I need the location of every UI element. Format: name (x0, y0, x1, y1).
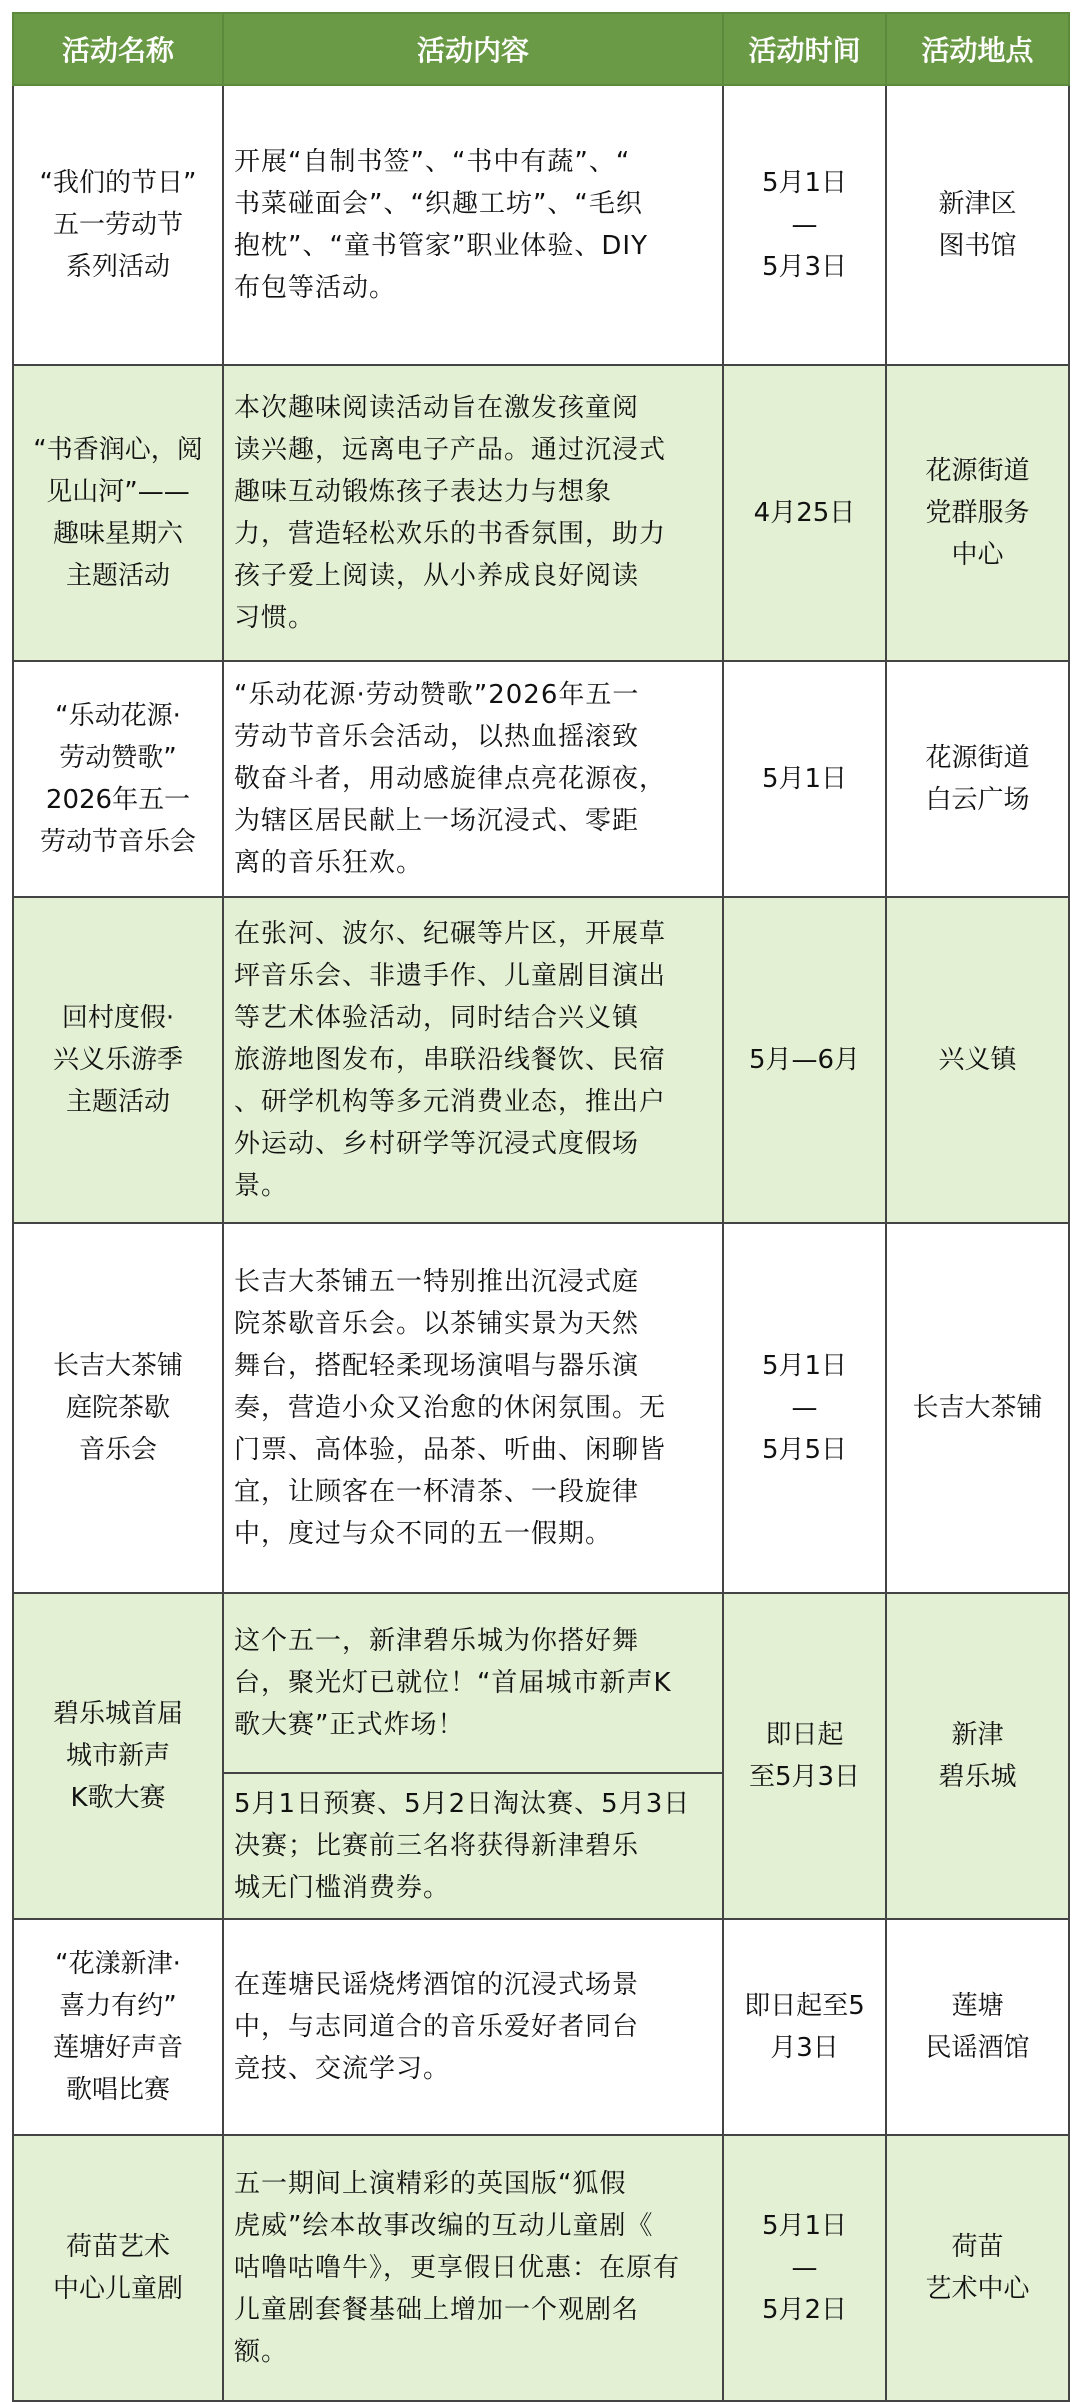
activity-content-line: 歌大赛”正式炸场！ (234, 1710, 465, 1740)
activity-place-line: 荷苗 (951, 2232, 1004, 2262)
activity-time-line: — (791, 210, 818, 240)
activity-content-line: 孩子爱上阅读，从小养成良好阅读 (234, 561, 640, 591)
activity-name-line: 趣味星期六 (52, 519, 183, 549)
activity-place-line: 白云广场 (925, 785, 1030, 815)
activity-content-line: 决赛；比赛前三名将获得新津碧乐 (234, 1831, 640, 1861)
activity-content-cell (223, 1919, 723, 2135)
activity-content-line: 旅游地图发布，串联沿线餐饮、民宿 (234, 1045, 667, 1075)
activity-time-line: 即日起 (765, 1720, 844, 1750)
activity-name-line: “乐动花源· (55, 701, 181, 731)
table-row (13, 897, 1069, 1223)
activity-place-line: 新津区 (938, 189, 1017, 219)
activity-content-line: 、研学机构等多元消费业态，推出户 (234, 1087, 667, 1117)
activity-time-line: 即日起至5 (744, 1991, 865, 2021)
activity-place-cell (886, 365, 1069, 661)
activity-place-cell (886, 897, 1069, 1223)
activity-place-cell (886, 1919, 1069, 2135)
activity-content-line: 城无门槛消费券。 (234, 1873, 451, 1903)
activity-name-line: 系列活动 (65, 252, 170, 282)
activity-content-line: 五一期间上演精彩的英国版“狐假 (234, 2169, 627, 2199)
activity-name-line: 碧乐城首届 (52, 1699, 183, 1729)
activity-place-line: 党群服务 (925, 498, 1030, 528)
activity-time-cell (723, 1919, 886, 2135)
activity-place-line: 碧乐城 (938, 1762, 1017, 1792)
activity-time-line: 5月1日 (761, 1351, 848, 1381)
activity-content-line: 趣味互动锻炼孩子表达力与想象 (234, 477, 613, 507)
activity-name-line: 劳动赞歌” (59, 743, 177, 773)
activity-name-line: 五一劳动节 (52, 210, 183, 240)
table-row (13, 1919, 1069, 2135)
activity-content-line: 力，营造轻松欢乐的书香氛围，助力 (234, 519, 667, 549)
activity-name-line: 荷苗艺术 (65, 2232, 170, 2262)
activity-content-line: “乐动花源·劳动赞歌”2026年五一 (234, 680, 640, 710)
activity-content-line: 开展“自制书签”、“书中有蔬”、“ (234, 147, 631, 177)
activity-name-line: 兴义乐游季 (52, 1045, 183, 1075)
activity-content-cell (223, 1223, 723, 1593)
activity-time-line: 月3日 (770, 2033, 839, 2063)
activity-time-line: 5月2日 (761, 2295, 848, 2325)
activity-content-line: 额。 (234, 2337, 289, 2367)
activity-content-line: 劳动节音乐会活动，以热血摇滚致 (234, 722, 640, 752)
activity-content-line: 舞台，搭配轻柔现场演唱与器乐演 (234, 1351, 640, 1381)
activity-time-cell (723, 365, 886, 661)
activity-name-line: 中心儿童剧 (52, 2274, 183, 2304)
activity-time-line: 5月1日 (761, 764, 848, 794)
table-row (13, 2135, 1069, 2401)
activity-time-line: 5月1日 (761, 168, 848, 198)
activity-time-line: 5月—6月 (748, 1045, 861, 1075)
activity-name-cell (13, 1919, 223, 2135)
activity-content-line: 在张河、波尔、纪碾等片区，开展草 (234, 919, 667, 949)
activity-time-line: — (791, 2253, 818, 2283)
table-row (13, 365, 1069, 661)
activity-content-line: 5月1日预赛、5月2日淘汰赛、5月3日 (234, 1789, 691, 1819)
table-row (13, 1223, 1069, 1593)
activity-content-line: 布包等活动。 (234, 273, 397, 303)
activity-content-cell (223, 897, 723, 1223)
activity-place-line: 兴义镇 (938, 1045, 1017, 1075)
activity-place-cell (886, 85, 1069, 365)
activity-content-line: 这个五一，新津碧乐城为你搭好舞 (234, 1626, 640, 1656)
activity-name-line: 歌唱比赛 (65, 2075, 170, 2105)
activity-content-cell (223, 661, 723, 897)
header-activity-name: 活动名称 (13, 13, 223, 85)
activity-place-line: 莲塘 (951, 1991, 1004, 2021)
activity-name-line: 城市新声 (65, 1741, 170, 1771)
activity-place-line: 民谣酒馆 (925, 2033, 1030, 2063)
activity-name-line: 见山河”—— (46, 477, 190, 507)
activity-content-line: 书菜碰面会”、“织趣工坊”、“毛织 (234, 189, 643, 219)
activity-name-line: 音乐会 (78, 1435, 157, 1465)
activity-time-line: 5月3日 (761, 252, 848, 282)
activity-place-line: 长吉大茶铺 (912, 1393, 1043, 1423)
activity-place-cell (886, 2135, 1069, 2401)
activity-content-line: 中，与志同道合的音乐爱好者同台 (234, 2012, 640, 2042)
activity-name-line: K歌大赛 (70, 1783, 166, 1813)
activity-place-line: 花源街道 (925, 456, 1030, 486)
activity-content-line: 虎威”绘本故事改编的互动儿童剧《 (234, 2211, 654, 2241)
activity-name-line: “花漾新津· (55, 1949, 181, 1979)
activity-name-line: 劳动节音乐会 (39, 827, 196, 857)
activity-time-cell (723, 1593, 886, 1919)
table-row (13, 661, 1069, 897)
activity-content-line: 为辖区居民献上一场沉浸式、零距 (234, 806, 640, 836)
activity-content-line: 坪音乐会、非遗手作、儿童剧目演出 (234, 961, 667, 991)
activity-content-cell (223, 2135, 723, 2401)
activity-name-cell (13, 85, 223, 365)
activity-place-line: 艺术中心 (925, 2274, 1030, 2304)
activity-content-cell (223, 365, 723, 661)
header-activity-content: 活动内容 (223, 13, 723, 85)
activity-time-cell (723, 1223, 886, 1593)
activity-place-cell (886, 1223, 1069, 1593)
activity-place-cell (886, 661, 1069, 897)
activity-place-line: 中心 (951, 540, 1004, 570)
activity-time-line: — (791, 1393, 818, 1423)
activity-place-cell (886, 1593, 1069, 1919)
activity-name-cell (13, 661, 223, 897)
activity-name-line: “我们的节日” (39, 168, 197, 198)
activity-content-cell (223, 85, 723, 365)
activity-name-cell (13, 897, 223, 1223)
activity-content-line: 咕噜咕噜牛》，更享假日优惠：在原有 (234, 2253, 681, 2283)
activity-content-line: 宜，让顾客在一杯清茶、一段旋律 (234, 1477, 640, 1507)
activity-name-line: 喜力有约” (59, 1991, 177, 2021)
activity-content-line: 读兴趣，远离电子产品。通过沉浸式 (234, 435, 667, 465)
activity-name-line: 主题活动 (65, 1087, 170, 1117)
activity-content-cell (223, 1773, 723, 1919)
activity-name-line: “书香润心，阅 (33, 435, 203, 465)
activity-time-line: 5月1日 (761, 2211, 848, 2241)
activity-place-line: 图书馆 (938, 231, 1017, 261)
table-header-row (13, 13, 1069, 85)
activity-name-line: 长吉大茶铺 (52, 1351, 183, 1381)
activity-name-line: 回村度假· (61, 1003, 175, 1033)
activity-content-line: 门票、高体验，品茶、听曲、闲聊皆 (234, 1435, 667, 1465)
header-activity-time: 活动时间 (723, 13, 886, 85)
activity-time-cell (723, 2135, 886, 2401)
activity-name-cell (13, 365, 223, 661)
activity-content-line: 景。 (234, 1171, 289, 1201)
activity-place-line: 新津 (951, 1720, 1004, 1750)
activity-content-line: 抱枕”、“童书管家”职业体验、DIY (234, 231, 648, 261)
activity-name-line: 2026年五一 (45, 785, 191, 815)
activity-content-line: 外运动、乡村研学等沉浸式度假场 (234, 1129, 640, 1159)
activity-time-line: 5月5日 (761, 1435, 848, 1465)
activity-time-cell (723, 85, 886, 365)
activity-content-line: 敬奋斗者，用动感旋律点亮花源夜， (234, 764, 667, 794)
activity-content-line: 习惯。 (234, 603, 316, 633)
activity-name-cell (13, 1593, 223, 1919)
header-activity-place: 活动地点 (886, 13, 1069, 85)
activity-content-line: 长吉大茶铺五一特别推出沉浸式庭 (234, 1267, 640, 1297)
activity-time-line: 至5月3日 (748, 1762, 861, 1792)
activity-content-line: 本次趣味阅读活动旨在激发孩童阅 (234, 393, 640, 423)
activity-name-line: 主题活动 (65, 561, 170, 591)
activity-content-line: 离的音乐狂欢。 (234, 848, 424, 878)
activity-name-line: 莲塘好声音 (52, 2033, 183, 2063)
activity-content-line: 在莲塘民谣烧烤酒馆的沉浸式场景 (234, 1970, 640, 2000)
activity-content-line: 奏，营造小众又治愈的休闲氛围。无 (234, 1393, 667, 1423)
activity-time-line: 4月25日 (753, 498, 856, 528)
activity-name-line: 庭院茶歇 (65, 1393, 170, 1423)
table-row (13, 1593, 1069, 1773)
activity-name-cell (13, 2135, 223, 2401)
activity-name-cell (13, 1223, 223, 1593)
activity-content-line: 院茶歇音乐会。以茶铺实景为天然 (234, 1309, 640, 1339)
activity-table-container (12, 12, 1068, 2367)
activity-content-line: 儿童剧套餐基础上增加一个观剧名 (234, 2295, 640, 2325)
activity-place-line: 花源街道 (925, 743, 1030, 773)
activity-time-cell (723, 661, 886, 897)
activity-content-line: 中，度过与众不同的五一假期。 (234, 1519, 613, 1549)
activity-content-cell (223, 1593, 723, 1773)
activity-time-cell (723, 897, 886, 1223)
activity-content-line: 台，聚光灯已就位！“首届城市新声K (234, 1668, 672, 1698)
activity-content-line: 等艺术体验活动，同时结合兴义镇 (234, 1003, 640, 1033)
table-row (13, 85, 1069, 365)
activity-content-line: 竞技、交流学习。 (234, 2054, 451, 2084)
activity-table (12, 12, 1070, 2402)
